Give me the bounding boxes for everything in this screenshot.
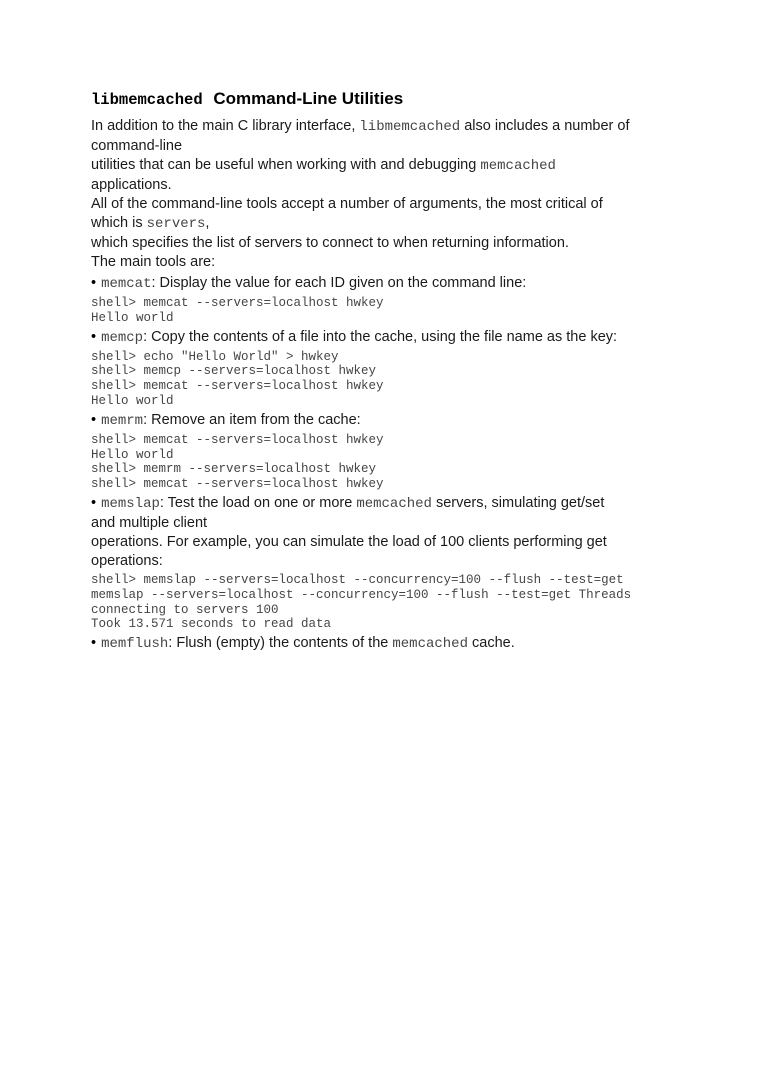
- text-line: [91, 274, 680, 294]
- code-line: shell> memslap --servers=localhost --concurrency=100 --flush --test=get: [91, 572, 624, 587]
- code-block: [91, 350, 680, 409]
- bullet-marker: •: [91, 411, 97, 428]
- text-run: : Display the value for each ID given on the command line:: [151, 275, 527, 291]
- text-line: [91, 514, 680, 533]
- inline-code: memcp: [101, 329, 144, 346]
- bullet-item: [91, 494, 680, 571]
- code-line: shell> memcat --servers=localhost hwkey: [91, 432, 384, 447]
- text-line: [91, 195, 680, 214]
- inline-code: libmemcached: [359, 119, 461, 135]
- code-line: shell> memcat --servers=localhost hwkey: [91, 477, 384, 492]
- bullet-item: [91, 634, 680, 654]
- text-line: [91, 634, 680, 654]
- inline-code: memcached: [392, 636, 468, 653]
- bullet-item: [91, 328, 680, 348]
- text-run: : Copy the contents of a file into the cache, using the file name as the key:: [143, 328, 618, 345]
- text-run: The main tools are:: [91, 254, 216, 270]
- paragraph: [91, 117, 680, 272]
- text-run: applications.: [91, 177, 172, 193]
- code-block: [91, 296, 680, 326]
- text-run: ,: [205, 215, 210, 231]
- text-run: servers, simulating get/set: [431, 494, 605, 511]
- text-line: [91, 214, 680, 234]
- text-line: [91, 117, 680, 137]
- code-block: [91, 573, 680, 632]
- code-line: Hello world: [91, 310, 174, 325]
- text-run: and multiple client: [91, 514, 208, 531]
- inline-code: memslap: [101, 495, 160, 512]
- bullet-marker: •: [91, 635, 97, 652]
- inline-code: memcached: [480, 158, 556, 174]
- text-run: operations. For example, you can simulate the load of 100 clients performing get: [91, 533, 607, 550]
- text-run: cache.: [467, 635, 515, 652]
- text-line: [91, 533, 680, 552]
- document: [91, 88, 680, 654]
- inline-code: memrm: [101, 412, 144, 429]
- code-line: Hello world: [91, 393, 174, 408]
- inline-code: memcat: [101, 276, 152, 292]
- code-block: [91, 433, 680, 492]
- code-line: memslap --servers=localhost --concurrency=100 --flush --test=get Threads: [91, 587, 632, 602]
- doc-heading: [91, 88, 680, 111]
- bullet-item: [91, 411, 680, 431]
- bullet-marker: •: [91, 494, 97, 511]
- text-line: [91, 176, 680, 195]
- bullet-marker: •: [91, 275, 97, 291]
- text-run: : Remove an item from the cache:: [143, 411, 361, 428]
- text-run: which specifies the list of servers to connect to when returning information.: [91, 235, 569, 251]
- text-line: [91, 328, 680, 348]
- code-line: shell> memcat --servers=localhost hwkey: [91, 379, 384, 394]
- text-line: [91, 253, 680, 272]
- text-run: command-line: [91, 138, 183, 154]
- inline-code: memflush: [101, 636, 169, 653]
- text-run: All of the command-line tools accept a number of arguments, the most critical of: [91, 196, 603, 212]
- code-line: Took 13.571 seconds to read data: [91, 617, 332, 632]
- text-run: also includes a number of: [460, 118, 630, 134]
- text-run: : Test the load on one or more: [159, 494, 357, 511]
- text-run: In addition to the main C library interface,: [91, 118, 360, 134]
- text-run: utilities that can be useful when working with and debugging: [91, 157, 481, 173]
- text-run: : Flush (empty) the contents of the: [168, 635, 393, 652]
- bullet-item: [91, 274, 680, 294]
- inline-code: servers: [146, 216, 206, 232]
- text-line: [91, 156, 680, 176]
- code-line: shell> memcp --servers=localhost hwkey: [91, 364, 377, 379]
- text-line: [91, 411, 680, 431]
- code-line: connecting to servers 100: [91, 602, 279, 617]
- code-line: shell> echo "Hello World" > hwkey: [91, 349, 339, 364]
- text-line: [91, 552, 680, 571]
- code-line: shell> memcat --servers=localhost hwkey: [91, 296, 384, 310]
- code-line: Hello world: [91, 447, 174, 462]
- inline-code: memcached: [356, 495, 432, 512]
- text-line: [91, 494, 680, 514]
- code-line: shell> memrm --servers=localhost hwkey: [91, 462, 377, 477]
- bullet-marker: •: [91, 328, 97, 345]
- text-line: [91, 137, 680, 156]
- text-run: which is: [91, 215, 147, 231]
- text-run: operations:: [91, 552, 163, 569]
- text-run: Command-Line Utilities: [208, 89, 404, 108]
- inline-code: libmemcached: [91, 91, 203, 109]
- text-line: [91, 234, 680, 253]
